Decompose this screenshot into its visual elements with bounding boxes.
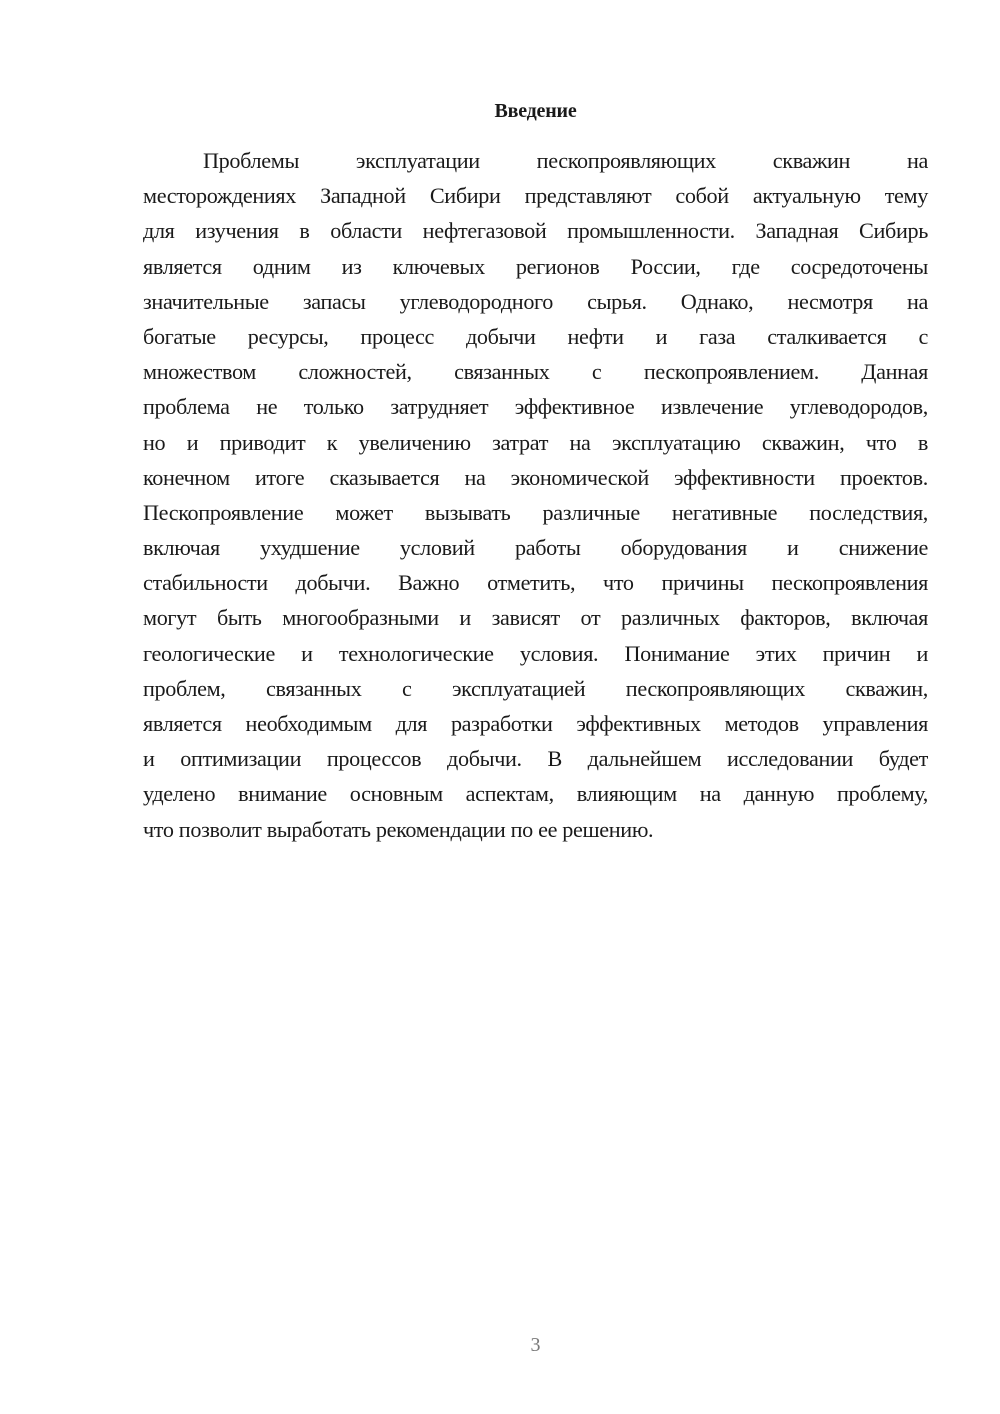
paragraph-line: стабильности добычи. Важно отметить, что причины пескопроявления <box>143 570 928 596</box>
paragraph-line: что позволит выработать рекомендации по ее решению. <box>143 816 654 842</box>
paragraph-line: проблем, связанных с эксплуатацией пескопроявляющих скважин, <box>143 675 928 701</box>
paragraph-line: для изучения в области нефтегазовой промышленности. Западная Сибирь <box>143 218 928 244</box>
paragraph-line: конечном итоге сказывается на экономической эффективности проектов. <box>143 464 928 490</box>
paragraph-line: Пескопроявление может вызывать различные негативные последствия, <box>143 499 928 525</box>
paragraph-line: множеством сложностей, связанных с пескопроявлением. Данная <box>143 359 928 385</box>
paragraph-line: но и приводит к увеличению затрат на эксплуатацию скважин, что в <box>143 429 928 455</box>
paragraph-line: месторождениях Западной Сибири представляют собой актуальную тему <box>143 183 928 209</box>
introduction-paragraph <box>143 143 928 847</box>
paragraph-line: включая ухудшение условий работы оборудования и снижение <box>143 535 928 561</box>
paragraph-line: Проблемы эксплуатации пескопроявляющих скважин на <box>203 148 928 173</box>
paragraph-line: геологические и технологические условия. Понимание этих причин и <box>143 640 928 666</box>
paragraph-line: проблема не только затрудняет эффективное извлечение углеводородов, <box>143 394 928 420</box>
page-number: 3 <box>530 1334 541 1356</box>
paragraph-line: и оптимизации процессов добычи. В дальнейшем исследовании будет <box>143 746 928 772</box>
paragraph-line: значительные запасы углеводородного сырья. Однако, несмотря на <box>143 288 928 314</box>
paragraph-line: уделено внимание основным аспектам, влияющим на данную проблему, <box>143 781 928 807</box>
paragraph-line: является одним из ключевых регионов России, где сосредоточены <box>143 253 928 279</box>
paragraph-line: могут быть многообразными и зависят от различных факторов, включая <box>143 605 928 631</box>
paragraph-line: является необходимым для разработки эффективных методов управления <box>143 711 928 736</box>
paragraph-line: богатые ресурсы, процесс добычи нефти и газа сталкивается с <box>143 323 928 349</box>
section-heading: Введение <box>494 100 577 122</box>
